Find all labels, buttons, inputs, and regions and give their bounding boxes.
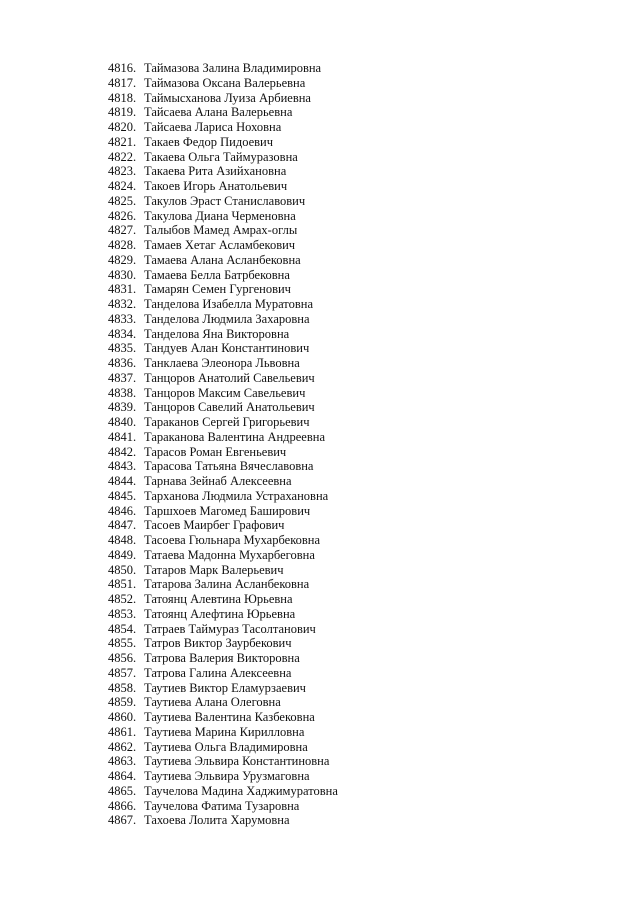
list-item <box>108 725 338 740</box>
list-item <box>108 769 338 784</box>
entry-name: Татарова Залина Асланбековна <box>144 577 310 592</box>
list-item <box>108 636 338 651</box>
entry-name: Тарнава Зейнаб Алексеевна <box>144 474 292 488</box>
list-item <box>108 607 338 622</box>
entry-number: 4831. <box>108 282 137 297</box>
entry-name: Тандуев Алан Константинович <box>144 341 310 356</box>
list-item <box>108 563 338 578</box>
entry-name: Таутиева Эльвира Константиновна <box>144 754 330 769</box>
list-item <box>108 533 338 548</box>
entry-number: 4860. <box>108 710 137 724</box>
entry-name: Такаева Рита Азийхановна <box>144 164 287 179</box>
entry-name: Танделова Людмила Захаровна <box>144 311 310 326</box>
list-item <box>108 666 338 681</box>
entry-number: 4848. <box>108 533 137 547</box>
entry-number: 4859. <box>108 695 137 710</box>
entry-number: 4845. <box>108 488 137 503</box>
entry-name: Татоянц Алефтина Юрьевна <box>144 606 296 621</box>
entry-number: 4849. <box>108 547 137 562</box>
list-item <box>108 238 338 253</box>
entry-name: Такаева Ольга Таймуразовна <box>144 149 298 164</box>
entry-number: 4865. <box>108 783 137 798</box>
entry-name: Такоев Игорь Анатольевич <box>144 179 288 193</box>
list-item <box>108 695 338 710</box>
entry-name: Таймазова Залина Владимировна <box>144 61 322 75</box>
list-item <box>108 61 338 76</box>
entry-number: 4846. <box>108 503 137 518</box>
entry-name: Таутиева Алана Олеговна <box>144 695 281 710</box>
entry-name: Татрова Галина Алексеевна <box>144 665 292 680</box>
list-item <box>108 297 338 312</box>
entry-name: Татоянц Алевтина Юрьевна <box>144 592 293 606</box>
entry-number: 4833. <box>108 311 137 326</box>
list-item <box>108 415 338 430</box>
list-item <box>108 784 338 799</box>
entry-number: 4819. <box>108 105 137 120</box>
list-item <box>108 91 338 106</box>
entry-number: 4857. <box>108 665 137 680</box>
list-item <box>108 179 338 194</box>
entry-name: Танцоров Анатолий Савельевич <box>144 370 315 385</box>
entry-name: Тарханова Людмила Устрахановна <box>144 488 329 503</box>
list-item <box>108 371 338 386</box>
entry-number: 4839. <box>108 400 137 415</box>
entry-name: Таутиева Ольга Владимировна <box>144 739 308 754</box>
entry-number: 4830. <box>108 267 137 282</box>
entry-number: 4834. <box>108 326 137 341</box>
entry-name: Таутиев Виктор Еламурзаевич <box>144 680 306 695</box>
list-item <box>108 150 338 165</box>
list-item <box>108 120 338 135</box>
entry-number: 4858. <box>108 680 137 695</box>
list-item <box>108 799 338 814</box>
entry-number: 4850. <box>108 562 137 577</box>
list-item <box>108 341 338 356</box>
list-item <box>108 474 338 489</box>
entry-number: 4835. <box>108 341 137 356</box>
list-item <box>108 312 338 327</box>
entry-number: 4841. <box>108 429 137 444</box>
entry-number: 4854. <box>108 621 137 636</box>
entry-number: 4863. <box>108 754 137 769</box>
entry-name: Тамарян Семен Гургенович <box>144 282 291 297</box>
list-item <box>108 813 338 828</box>
entry-name: Тамаева Алана Асланбековна <box>144 252 301 267</box>
entry-number: 4821. <box>108 134 137 149</box>
entry-name: Татаева Мадонна Мухарбеговна <box>144 547 315 562</box>
entry-name: Такулова Диана Черменовна <box>144 208 296 223</box>
list-item <box>108 76 338 91</box>
list-item <box>108 430 338 445</box>
entry-number: 4832. <box>108 297 137 311</box>
entry-name: Танделова Яна Викторовна <box>144 326 290 341</box>
list-item <box>108 548 338 563</box>
entry-number: 4862. <box>108 739 137 754</box>
list-item <box>108 622 338 637</box>
entry-number: 4827. <box>108 223 137 238</box>
list-item <box>108 135 338 150</box>
list-item <box>108 740 338 755</box>
list-item <box>108 105 338 120</box>
entry-number: 4864. <box>108 769 137 783</box>
name-list <box>108 61 338 828</box>
entry-name: Тасоев Маирбег Графович <box>144 518 285 533</box>
entry-name: Тахоева Лолита Харумовна <box>144 813 290 828</box>
entry-number: 4852. <box>108 592 137 606</box>
entry-name: Тайсаева Лариса Ноховна <box>144 120 282 134</box>
entry-number: 4829. <box>108 252 137 267</box>
entry-name: Таршхоев Магомед Баширович <box>144 503 311 518</box>
list-item <box>108 710 338 725</box>
entry-number: 4823. <box>108 164 137 179</box>
entry-number: 4822. <box>108 149 137 164</box>
entry-number: 4855. <box>108 636 137 651</box>
list-item <box>108 518 338 533</box>
entry-number: 4851. <box>108 577 137 592</box>
list-item <box>108 754 338 769</box>
list-item <box>108 489 338 504</box>
entry-name: Тамаев Хетаг Асламбекович <box>144 238 296 252</box>
list-item <box>108 445 338 460</box>
entry-name: Таймысханова Луиза Арбиевна <box>144 90 311 105</box>
list-item <box>108 253 338 268</box>
entry-name: Таучелова Фатима Тузаровна <box>144 798 300 813</box>
entry-name: Татраев Таймураз Тасолтанович <box>144 621 316 636</box>
entry-number: 4826. <box>108 208 137 223</box>
list-item <box>108 194 338 209</box>
entry-number: 4838. <box>108 385 137 400</box>
entry-name: Таутиева Валентина Казбековна <box>144 710 315 724</box>
entry-number: 4843. <box>108 459 137 474</box>
list-item <box>108 504 338 519</box>
entry-number: 4866. <box>108 798 137 813</box>
entry-name: Тарасов Роман Евгеньевич <box>144 444 287 459</box>
entry-number: 4824. <box>108 179 137 193</box>
entry-name: Танцоров Савелий Анатольевич <box>144 400 315 415</box>
entry-name: Татаров Марк Валерьевич <box>144 562 284 577</box>
entry-number: 4867. <box>108 813 137 828</box>
entry-name: Татров Виктор Заурбекович <box>144 636 292 651</box>
list-item <box>108 681 338 696</box>
list-item <box>108 592 338 607</box>
entry-name: Такулов Эраст Станиславович <box>144 193 306 208</box>
list-item <box>108 327 338 342</box>
entry-number: 4820. <box>108 120 137 134</box>
entry-number: 4825. <box>108 193 137 208</box>
entry-name: Тараканова Валентина Андреевна <box>144 429 325 444</box>
entry-number: 4861. <box>108 724 137 739</box>
list-item <box>108 268 338 283</box>
entry-number: 4840. <box>108 415 137 429</box>
entry-number: 4844. <box>108 474 137 488</box>
entry-name: Таутиева Марина Кирилловна <box>144 724 305 739</box>
entry-name: Тарасова Татьяна Вячеславовна <box>144 459 314 474</box>
entry-name: Таймазова Оксана Валерьевна <box>144 75 306 90</box>
entry-number: 4836. <box>108 356 137 370</box>
list-item <box>108 282 338 297</box>
entry-name: Татрова Валерия Викторовна <box>144 651 300 665</box>
list-item <box>108 356 338 371</box>
entry-name: Тараканов Сергей Григорьевич <box>144 415 310 429</box>
entry-number: 4853. <box>108 606 137 621</box>
entry-number: 4842. <box>108 444 137 459</box>
list-item <box>108 459 338 474</box>
list-item <box>108 577 338 592</box>
list-item <box>108 209 338 224</box>
entry-name: Такаев Федор Пидоевич <box>144 134 274 149</box>
list-item <box>108 164 338 179</box>
entry-number: 4816. <box>108 61 137 75</box>
entry-number: 4856. <box>108 651 137 665</box>
entry-number: 4818. <box>108 90 137 105</box>
entry-name: Таучелова Мадина Хаджимуратовна <box>144 783 338 798</box>
entry-name: Танклаева Элеонора Львовна <box>144 356 300 370</box>
list-item <box>108 400 338 415</box>
entry-name: Тасоева Гюльнара Мухарбековна <box>144 533 321 547</box>
entry-number: 4847. <box>108 518 137 533</box>
entry-name: Танцоров Максим Савельевич <box>144 385 306 400</box>
list-item <box>108 223 338 238</box>
entry-number: 4837. <box>108 370 137 385</box>
entry-name: Танделова Изабелла Муратовна <box>144 297 313 311</box>
entry-name: Талыбов Мамед Амрах-оглы <box>144 223 298 238</box>
list-item <box>108 386 338 401</box>
entry-number: 4817. <box>108 75 137 90</box>
entry-name: Тамаева Белла Батрбековна <box>144 267 290 282</box>
entry-name: Таутиева Эльвира Урузмаговна <box>144 769 310 783</box>
entry-number: 4828. <box>108 238 137 252</box>
entry-name: Тайсаева Алана Валерьевна <box>144 105 293 120</box>
list-item <box>108 651 338 666</box>
